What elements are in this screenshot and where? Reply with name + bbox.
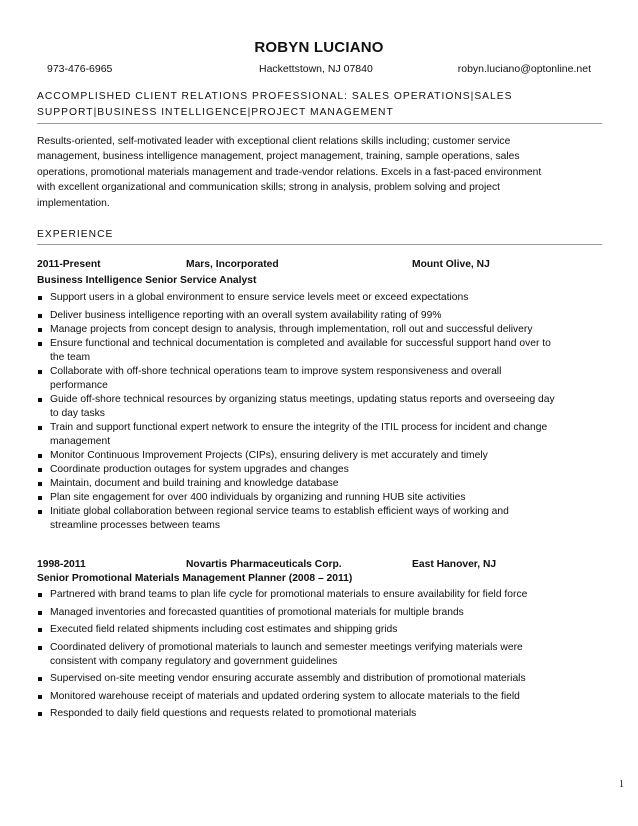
bullet-square-icon	[38, 398, 42, 402]
contact-location: Hackettstown, NJ 07840	[259, 63, 373, 75]
list-item: Guide off-shore technical resources by organizing status meetings, updating status reports and overseeing day to day tasks	[37, 393, 557, 421]
list-item: Monitored warehouse receipt of materials and updated ordering system to allocate materials to the field	[37, 690, 557, 704]
list-item: Responded to daily field questions and requests related to promotional materials	[37, 707, 557, 721]
job-location: Mount Olive, NJ	[412, 259, 490, 270]
list-item: Support users in a global environment to ensure service levels meet or exceed expectations	[37, 291, 557, 305]
bullet-square-icon	[38, 370, 42, 374]
job-title: Senior Promotional Materials Management Planner (2008 – 2011)	[37, 573, 353, 584]
bullet-square-icon	[38, 314, 42, 318]
headline-divider	[37, 123, 602, 124]
list-item: Deliver business intelligence reporting with an overall system availability rating of 99%	[37, 309, 557, 323]
list-item: Monitor Continuous Improvement Projects (CIPs), ensuring delivery is met accurately and timely	[37, 449, 557, 463]
bullet-square-icon	[38, 496, 42, 500]
bullet-square-icon	[38, 328, 42, 332]
bullet-square-icon	[38, 468, 42, 472]
job-company: Novartis Pharmaceuticals Corp.	[186, 559, 342, 570]
job-dates: 2011-Present	[37, 259, 101, 270]
job-company: Mars, Incorporated	[186, 259, 279, 270]
list-item: Maintain, document and build training and knowledge database	[37, 477, 557, 491]
bullet-square-icon	[38, 296, 42, 300]
job-bullet-list	[37, 588, 557, 725]
bullet-square-icon	[38, 628, 42, 632]
candidate-name: ROBYN LUCIANO	[254, 39, 384, 56]
contact-email: robyn.luciano@optonline.net	[457, 63, 591, 75]
experience-heading: EXPERIENCE	[37, 229, 114, 240]
list-item: Supervised on-site meeting vendor ensuring accurate assembly and distribution of promotional materials	[37, 672, 557, 686]
list-item: Partnered with brand teams to plan life cycle for promotional materials to ensure availability for field force	[37, 588, 557, 602]
list-item: Executed field related shipments including cost estimates and shipping grids	[37, 623, 557, 637]
job-bullet-list	[37, 291, 557, 533]
bullet-square-icon	[38, 454, 42, 458]
list-item: Initiate global collaboration between regional service teams to establish efficient ways of working and streamline processes between teams	[37, 505, 557, 533]
list-item: Managed inventories and forecasted quantities of promotional materials for multiple brands	[37, 606, 557, 620]
list-item: Train and support functional expert network to ensure the integrity of the ITIL process for incident and change management	[37, 421, 557, 449]
page-number: 1	[619, 779, 624, 790]
bullet-square-icon	[38, 695, 42, 699]
job-location: East Hanover, NJ	[412, 559, 497, 570]
job-title: Business Intelligence Senior Service Analyst	[37, 275, 257, 286]
list-item: Ensure functional and technical documentation is completed and available for successful support hand over to the team	[37, 337, 557, 365]
list-item: Coordinate production outages for system upgrades and changes	[37, 463, 557, 477]
bullet-square-icon	[38, 611, 42, 615]
bullet-square-icon	[38, 342, 42, 346]
professional-headline: ACCOMPLISHED CLIENT RELATIONS PROFESSIONAL: SALES OPERATIONS|SALES SUPPORT|BUSINESS INTELLIGENCE|PROJECT MANAGEMENT	[37, 91, 513, 118]
bullet-square-icon	[38, 593, 42, 597]
bullet-square-icon	[38, 482, 42, 486]
contact-phone: 973-476-6965	[47, 63, 113, 75]
professional-summary: Results-oriented, self-motivated leader with exceptional client relations skills including; customer service management, business intelligence management, project management, training, sample operations, sales operations, promotional materials management and trade-vendor relations. Excels in a fast-paced environment with excellent organizational and communication skills; strong in analysis, problem solving and project implementation.	[37, 136, 542, 209]
job-dates: 1998-2011	[37, 559, 86, 570]
list-item: Plan site engagement for over 400 individuals by organizing and running HUB site activities	[37, 491, 557, 505]
list-item: Manage projects from concept design to analysis, through implementation, roll out and successful delivery	[37, 323, 557, 337]
bullet-square-icon	[38, 426, 42, 430]
bullet-square-icon	[38, 677, 42, 681]
list-item: Collaborate with off-shore technical operations team to improve system responsiveness and overall performance	[37, 365, 557, 393]
list-item: Coordinated delivery of promotional materials to launch and semester meetings verifying materials were consistent with company regulatory and government guidelines	[37, 641, 557, 669]
bullet-square-icon	[38, 646, 42, 650]
experience-divider	[37, 244, 602, 245]
bullet-square-icon	[38, 712, 42, 716]
bullet-square-icon	[38, 510, 42, 514]
